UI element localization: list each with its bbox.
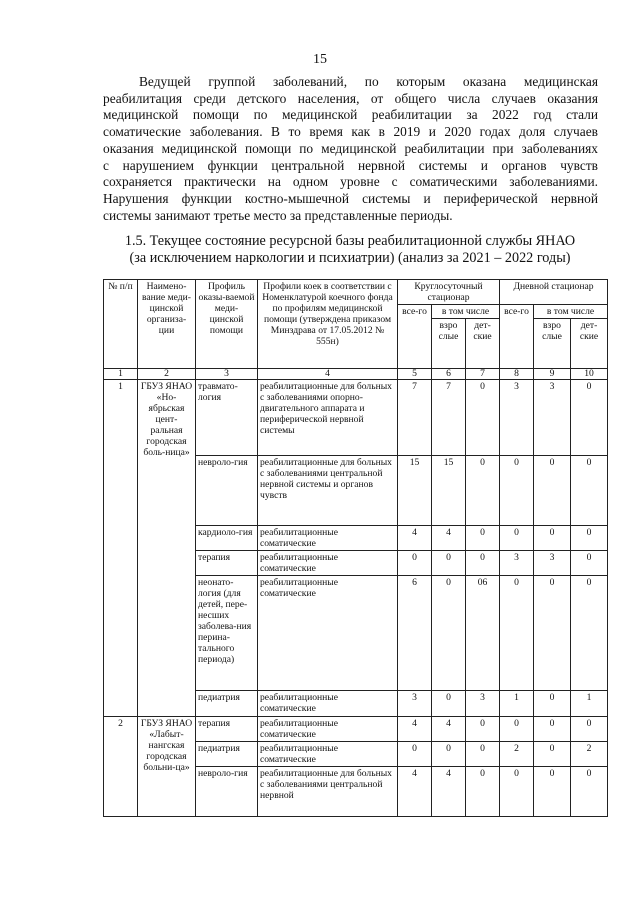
column-number: 9 — [534, 369, 571, 380]
profile-cell: терапия — [196, 717, 258, 742]
value-cell: 0 — [500, 526, 534, 551]
value-cell: 0 — [571, 456, 608, 526]
value-cell: 0 — [432, 691, 466, 717]
org-number: 2 — [104, 717, 138, 817]
value-cell: 4 — [432, 717, 466, 742]
value-cell: 0 — [398, 551, 432, 576]
value-cell: 15 — [398, 456, 432, 526]
column-number: 8 — [500, 369, 534, 380]
value-cell: 0 — [432, 576, 466, 691]
value-cell: 1 — [571, 691, 608, 717]
paragraph-line: сохраняется практически на одном уровне с соматическими заболеваниями. — [103, 174, 598, 190]
profile-cell: терапия — [196, 551, 258, 576]
profile-cell: травмато-логия — [196, 380, 258, 456]
header-round-clock: Круглосуточный стационар — [398, 280, 500, 305]
profile-cell: невроло-гия — [196, 767, 258, 817]
paragraph-line: реабилитация среди детского населения, от общего числа случаев оказания — [103, 90, 598, 106]
value-cell: 6 — [398, 576, 432, 691]
column-number: 4 — [258, 369, 398, 380]
header-adults: взро слые — [534, 319, 571, 369]
header-num: № п/п — [104, 280, 138, 369]
header-adults: взро слые — [432, 319, 466, 369]
value-cell: 0 — [500, 576, 534, 691]
body-paragraph — [103, 74, 598, 224]
header-incl: в том числе — [534, 305, 608, 319]
value-cell: 0 — [466, 526, 500, 551]
paragraph-line: Нарушения функции костно-мышечной системы и периферической нервной — [103, 190, 598, 206]
value-cell: 0 — [466, 717, 500, 742]
value-cell: 4 — [432, 526, 466, 551]
header-children: дет-ские — [571, 319, 608, 369]
header-total: все-го — [398, 305, 432, 369]
beds-cell: реабилитационные соматические — [258, 576, 398, 691]
header-children: дет-ские — [466, 319, 500, 369]
value-cell: 4 — [398, 526, 432, 551]
column-number: 5 — [398, 369, 432, 380]
header-beds: Профили коек в соответствии с Номенклатурой коечного фонда по профилям медицинской помощи (утверждена приказом Минздрава от 17.05.2012 № 555н) — [258, 280, 398, 369]
value-cell: 3 — [534, 551, 571, 576]
value-cell: 1 — [500, 691, 534, 717]
value-cell: 3 — [534, 380, 571, 456]
paragraph-line: системы занимают третье место за представленные периоды. — [103, 207, 453, 223]
value-cell: 0 — [466, 767, 500, 817]
column-number: 1 — [104, 369, 138, 380]
column-number: 6 — [432, 369, 466, 380]
value-cell: 7 — [432, 380, 466, 456]
value-cell: 0 — [534, 767, 571, 817]
column-number: 3 — [196, 369, 258, 380]
beds-cell: реабилитационные соматические — [258, 526, 398, 551]
value-cell: 3 — [500, 551, 534, 576]
profile-cell: педиатрия — [196, 691, 258, 717]
value-cell: 15 — [432, 456, 466, 526]
org-number: 1 — [104, 380, 138, 717]
value-cell: 0 — [500, 767, 534, 817]
value-cell: 0 — [571, 551, 608, 576]
value-cell: 0 — [466, 551, 500, 576]
column-number: 10 — [571, 369, 608, 380]
value-cell: 0 — [398, 742, 432, 767]
org-name: ГБУЗ ЯНАО «Лабыт-нангская городская больни-ца» — [138, 717, 196, 817]
value-cell: 0 — [571, 717, 608, 742]
value-cell: 0 — [571, 576, 608, 691]
column-number: 2 — [138, 369, 196, 380]
header-profile: Профиль оказы-ваемой меди-цинской помощи — [196, 280, 258, 369]
table-body — [104, 369, 608, 817]
value-cell: 0 — [534, 526, 571, 551]
beds-cell: реабилитационные для больных с заболеваниями центральной нервной системы и органов чувств — [258, 456, 398, 526]
profile-cell: кардиоло-гия — [196, 526, 258, 551]
section-heading — [100, 233, 600, 267]
value-cell: 2 — [500, 742, 534, 767]
beds-cell: реабилитационные соматические — [258, 742, 398, 767]
table-header — [104, 280, 608, 369]
resource-table — [103, 279, 608, 817]
column-number-row — [104, 369, 608, 380]
section-heading-line-1: 1.5. Текущее состояние ресурсной базы реабилитационной службы ЯНАО — [124, 233, 576, 249]
value-cell: 2 — [571, 742, 608, 767]
value-cell: 3 — [398, 691, 432, 717]
value-cell: 0 — [571, 526, 608, 551]
value-cell: 4 — [432, 767, 466, 817]
header-day-hospital: Дневной стационар — [500, 280, 608, 305]
value-cell: 7 — [398, 380, 432, 456]
org-name: ГБУЗ ЯНАО «Но-ябрьская цент-ральная городская боль-ница» — [138, 380, 196, 717]
value-cell: 0 — [432, 742, 466, 767]
beds-cell: реабилитационные соматические — [258, 717, 398, 742]
page-number: 15 — [313, 52, 327, 67]
paragraph-line: с нарушением функции центральной нервной системы и органов чувств — [103, 157, 598, 173]
value-cell: 0 — [534, 742, 571, 767]
beds-cell: реабилитационные соматические — [258, 691, 398, 717]
header-incl: в том числе — [432, 305, 500, 319]
value-cell: 0 — [500, 456, 534, 526]
section-heading-line-2: (за исключением наркологии и психиатрии) (анализ за 2021 – 2022 годы) — [129, 250, 571, 266]
profile-cell: невроло-гия — [196, 456, 258, 526]
value-cell: 0 — [466, 380, 500, 456]
value-cell: 3 — [500, 380, 534, 456]
value-cell: 0 — [500, 717, 534, 742]
value-cell: 0 — [534, 717, 571, 742]
paragraph-line: соматические заболевания. В то время как в 2019 и 2020 годах доля случаев — [103, 124, 598, 140]
table-row — [104, 717, 608, 742]
value-cell: 4 — [398, 767, 432, 817]
header-org: Наимено-вание меди-цинской организа-ции — [138, 280, 196, 369]
value-cell: 0 — [571, 380, 608, 456]
profile-cell: педиатрия — [196, 742, 258, 767]
table-row — [104, 380, 608, 456]
value-cell: 06 — [466, 576, 500, 691]
value-cell: 4 — [398, 717, 432, 742]
value-cell: 0 — [534, 691, 571, 717]
column-number: 7 — [466, 369, 500, 380]
paragraph-line: медицинской помощи по медицинской реабилитации за 2022 год стали — [103, 107, 598, 123]
paragraph-line: оказания медицинской помощи по медицинской реабилитации при заболеваниях — [103, 140, 598, 156]
value-cell: 0 — [466, 742, 500, 767]
value-cell: 0 — [534, 456, 571, 526]
header-total: все-го — [500, 305, 534, 369]
value-cell: 0 — [534, 576, 571, 691]
value-cell: 0 — [432, 551, 466, 576]
value-cell: 0 — [571, 767, 608, 817]
beds-cell: реабилитационные для больных с заболеваниями центральной нервной — [258, 767, 398, 817]
paragraph-line: Ведущей группой заболеваний, по которым оказана медицинская — [139, 74, 598, 89]
value-cell: 0 — [466, 456, 500, 526]
beds-cell: реабилитационные соматические — [258, 551, 398, 576]
value-cell: 3 — [466, 691, 500, 717]
beds-cell: реабилитационные для больных с заболеваниями опорно-двигательного аппарата и периферической нервной системы — [258, 380, 398, 456]
profile-cell: неонато-логия (для детей, пере-несших заболева-ния перина-тального периода) — [196, 576, 258, 691]
